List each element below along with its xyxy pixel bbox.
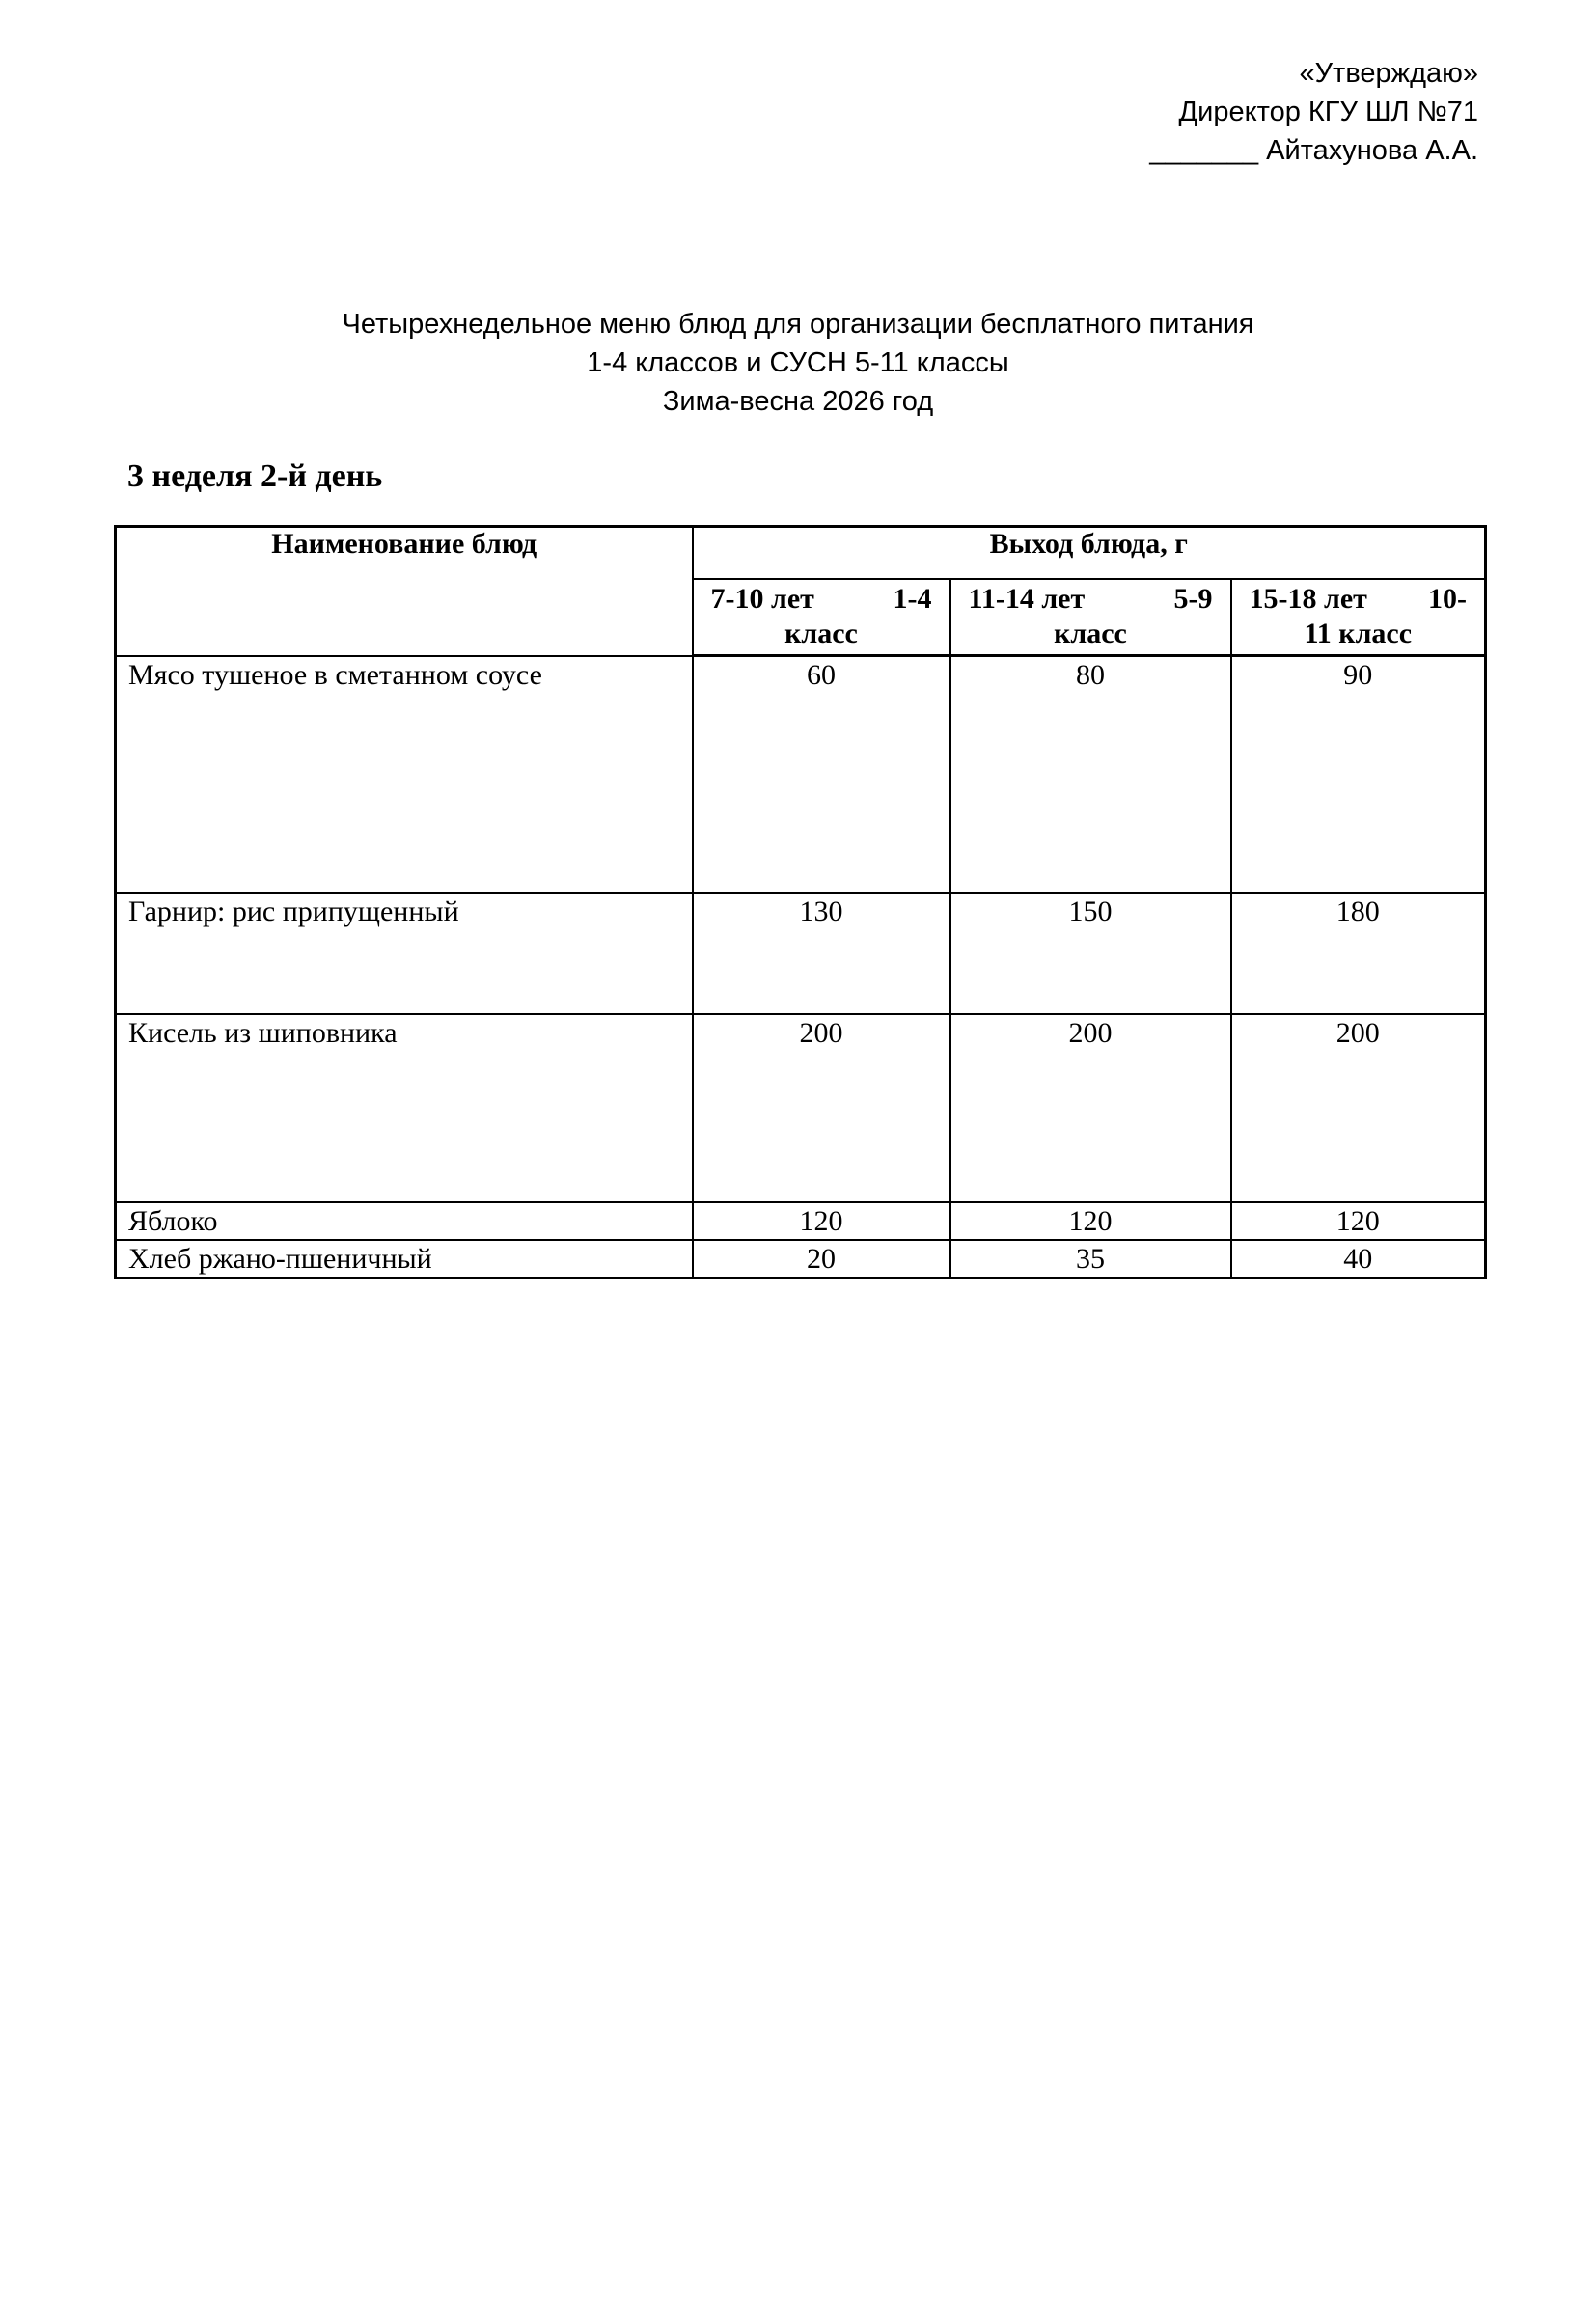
dish-name: Мясо тушеное в сметанном соусе (116, 656, 693, 893)
dish-name: Яблоко (116, 1202, 693, 1240)
menu-table (114, 525, 1487, 1279)
portion-value: 130 (693, 893, 950, 1014)
dish-name: Гарнир: рис припущенный (116, 893, 693, 1014)
table-row (116, 1202, 1486, 1240)
portion-value: 180 (1231, 893, 1486, 1014)
grade-label-1: класс (784, 618, 858, 650)
portion-value: 120 (693, 1202, 950, 1240)
menu-table-body (116, 656, 1486, 1279)
age-range-1: 7-10 лет (710, 583, 814, 616)
header-dish-name: Наименование блюд (116, 527, 693, 656)
title-line-1: Четырехнедельное меню блюд для организации бесплатного питания (342, 309, 1254, 340)
header-age-group-1 (693, 579, 950, 656)
portion-value: 80 (950, 656, 1231, 893)
header-output: Выход блюда, г (693, 527, 1486, 579)
grade-label-3: 11 класс (1304, 618, 1413, 650)
section-heading: 3 неделя 2-й день (127, 458, 383, 494)
age-range-2: 11-14 лет (968, 583, 1086, 616)
dish-name: Кисель из шиповника (116, 1014, 693, 1202)
portion-value: 150 (950, 893, 1231, 1014)
age-range-3: 15-18 лет (1249, 583, 1367, 616)
approval-line-2: Директор КГУ ШЛ №71 (1178, 96, 1478, 127)
header-age-group-3 (1231, 579, 1486, 656)
grade-range-1: 1-4 (893, 583, 932, 616)
table-row (116, 656, 1486, 893)
portion-value: 60 (693, 656, 950, 893)
grade-range-3: 10- (1428, 583, 1467, 616)
portion-value: 40 (1231, 1240, 1486, 1279)
table-row (116, 1014, 1486, 1202)
portion-value: 200 (1231, 1014, 1486, 1202)
dish-name: Хлеб ржано-пшеничный (116, 1240, 693, 1279)
approval-line-1: «Утверждаю» (1299, 58, 1478, 89)
portion-value: 120 (950, 1202, 1231, 1240)
portion-value: 35 (950, 1240, 1231, 1279)
grade-label-2: класс (1054, 618, 1127, 650)
approval-line-3: _______ Айтахунова А.А. (1149, 135, 1478, 166)
portion-value: 200 (693, 1014, 950, 1202)
document-page (0, 54, 1596, 2311)
title-line-2: 1-4 классов и СУСН 5-11 классы (587, 347, 1009, 378)
portion-value: 90 (1231, 656, 1486, 893)
table-row (116, 893, 1486, 1014)
grade-range-2: 5-9 (1173, 583, 1213, 616)
table-row (116, 1240, 1486, 1279)
table-header-row-top (116, 527, 1486, 579)
portion-value: 200 (950, 1014, 1231, 1202)
title-line-3: Зима-весна 2026 год (662, 386, 934, 417)
header-age-group-2 (950, 579, 1231, 656)
document-title (0, 305, 1596, 421)
approval-block (0, 54, 1478, 170)
portion-value: 120 (1231, 1202, 1486, 1240)
portion-value: 20 (693, 1240, 950, 1279)
